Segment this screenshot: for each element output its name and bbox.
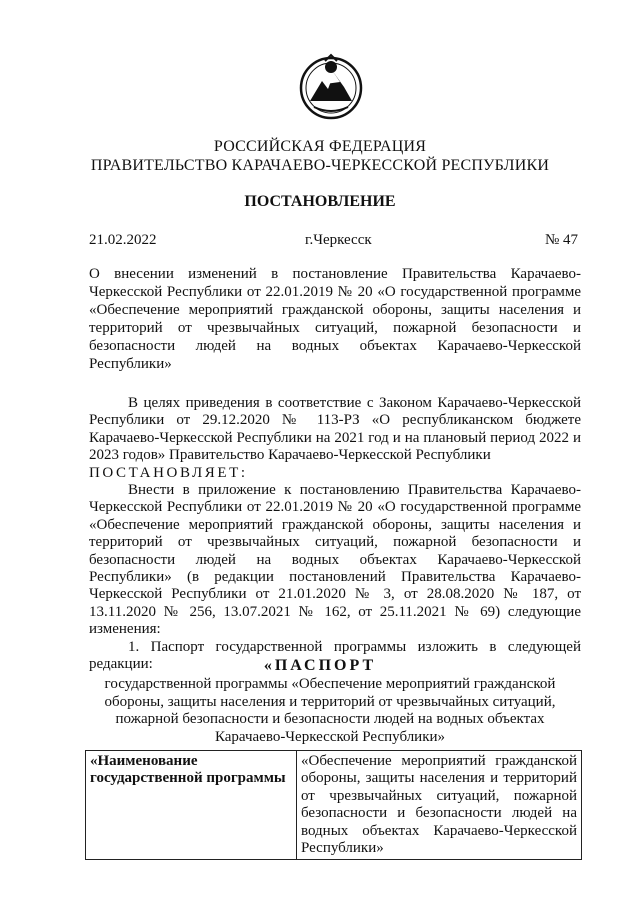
decree-word: ПОСТАНОВЛЯЕТ: — [89, 464, 248, 481]
country-header: РОССИЙСКАЯ ФЕДЕРАЦИЯ — [213, 138, 427, 155]
passport-subtitle: государственной программы «Обеспечение мероприятий гражданской обороны, защиты населения и территорий от чрезвычайных ситуаций, пожарной безопасности и безопасности людей на водных объектах Карачаево-Черкесской Республики» — [104, 676, 556, 745]
passport-table — [85, 750, 582, 860]
item-one-paragraph: 1. Паспорт государственной программы изложить в следующей редакции: — [89, 638, 581, 673]
coat-of-arms-emblem — [298, 51, 364, 121]
document-date: 21.02.2022 — [89, 232, 157, 248]
amendment-paragraph: Внести в приложение к постановлению Правительства Карачаево-Черкесской Республики от 22.01.2019 № 20 «О государственной программе «Обеспечение мероприятий гражданской обороны, защиты населения и территорий от чрезвычайных ситуаций, пожарной безопасности и безопасности людей на водных объектах Карачаево-Черкесской Республики» (в редакции постановлений Правительства Карачаево-Черкесской Республики от 21.01.2020 № 3, от 28.08.2020 № 187, от 13.11.2020 № 256, 13.07.2021 № 162, от 25.11.2021 № 69) следующие изменения: — [89, 482, 581, 638]
document-subject: О внесении изменений в постановление Правительства Карачаево-Черкесской Республики от 22.01.2019 № 20 «О государственной программе «Обеспечение мероприятий гражданской обороны, защиты населения и территорий от чрезвычайных ситуаций, пожарной безопасности и безопасности людей на водных объектах Карачаево-Черкесской Республики» — [89, 266, 581, 372]
document-body — [89, 395, 581, 674]
document-type-title: ПОСТАНОВЛЕНИЕ — [244, 193, 396, 210]
program-name-value: «Обеспечение мероприятий гражданской обороны, защиты населения и территорий от чрезвычайных ситуаций, пожарной безопасности и безопасности людей на водных объектах Карачаево-Черкесской Республики» — [297, 751, 582, 860]
preamble-paragraph: В целях приведения в соответствие с Законом Карачаево-Черкесской Республики от 29.12.2020 № 113-РЗ «О республиканском бюджете Карачаево-Черкесской Республики на 2021 год и на плановый период 2022 и 2023 годов» Правительство Карачаево-Черкесской Республики — [89, 395, 581, 464]
program-name-label: «Наименование государственной программы — [86, 751, 297, 860]
document-number: № 47 — [545, 232, 579, 248]
document-city: г.Черкесск — [305, 232, 372, 248]
passport-title: «ПАСПОРТ — [263, 657, 377, 674]
table-row — [86, 751, 582, 860]
government-header: ПРАВИТЕЛЬСТВО КАРАЧАЕВО-ЧЕРКЕССКОЙ РЕСПУБЛИКИ — [90, 157, 550, 174]
